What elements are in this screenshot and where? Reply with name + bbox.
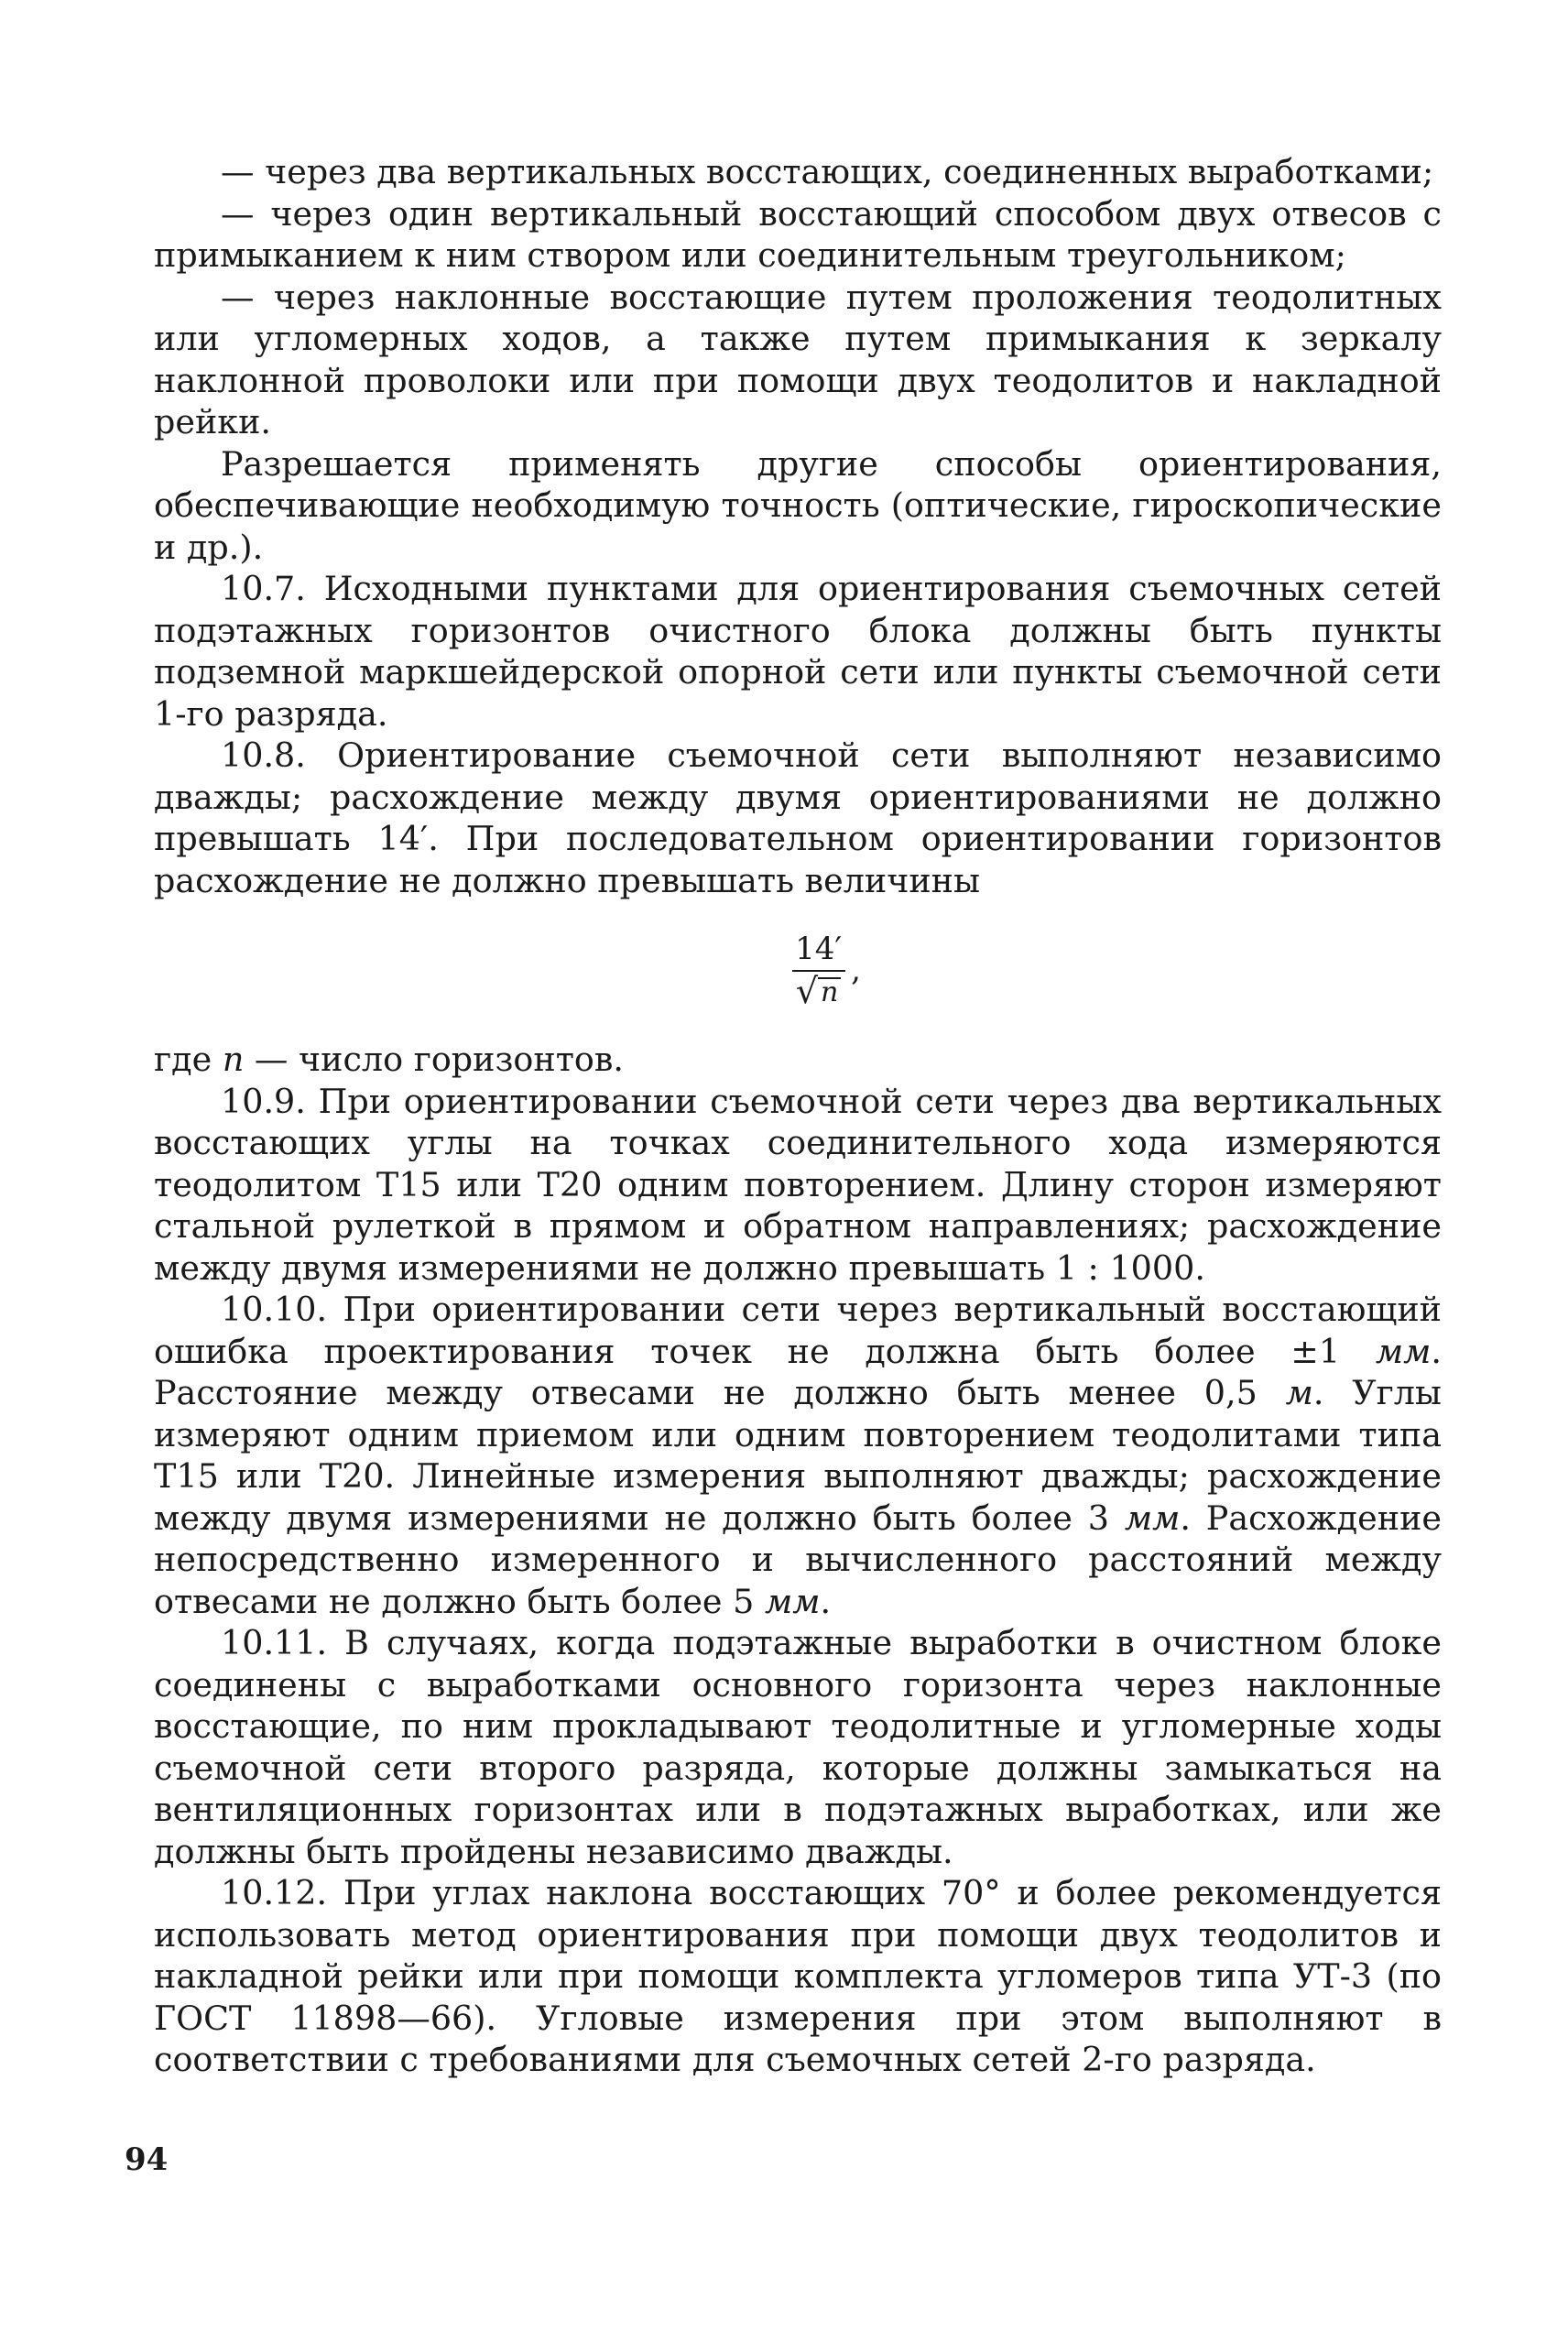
paragraph-10-8: 10.8. Ориентирование съемочной сети выполняют независимо дважды; расхождение между двумя ориентированиями не должно превышать 14′. При последовательном ориентировании горизонтов расхождение не должно превышать величины [154, 735, 1442, 900]
formula-variable-n: n [818, 977, 841, 1007]
paragraph-via-inclined-raises: — через наклонные восстающие путем проложения теодолитных или угломерных ходов, а также путем примыкания к зеркалу наклонной проволоки или при помощи двух теодолитов и накладной рейки. [154, 277, 1442, 441]
paragraph-via-one-raise: — через один вертикальный восстающий способом двух отвесов с примыканием к ним створом или соединительным треугольником; [154, 193, 1442, 275]
paragraph-10-11: 10.11. В случаях, когда подэтажные выработки в очистном блоке соединены с выработками основного горизонта через наклонные восстающие, по ним прокладывают теодолитные и угломерные ходы съемочной сети второго разряда, которые должны замыкаться на вентиляционных горизонтах или в подэтажных выработках, или же должны быть пройдены независимо дважды. [154, 1623, 1442, 1871]
p1010-text-5: . [820, 1581, 832, 1621]
sqrt-symbol: √ [795, 970, 819, 1011]
formula-numerator: 14′ [795, 930, 843, 967]
page-text [154, 151, 1442, 2081]
p1010-text-2: . Расстояние между отвесами не должно быть менее 0,5 [154, 1331, 1442, 1412]
paragraph-other-methods: Разрешается применять другие способы ориентирования, обеспечивающие необходимую точность (оптические, гироскопические и др.). [154, 443, 1442, 567]
formula-denominator [795, 970, 842, 1011]
p1010-text-1: 10.10. При ориентировании сети через вертикальный восстающий ошибка проектирования точек не должна быть более ±1 [154, 1290, 1442, 1371]
where-suffix: — число горизонтов. [244, 1040, 625, 1079]
paragraph-10-10 [154, 1289, 1442, 1622]
where-variable: n [222, 1040, 245, 1079]
unit-mm-3: мм [764, 1581, 821, 1621]
where-definition [154, 1039, 1442, 1081]
p1010-text-4: . Расхождение непосредственно измеренного и вычисленного расстояний между отвесами не должно быть более 5 [154, 1498, 1443, 1621]
paragraph-via-two-raises: — через два вертикальных восстающих, соединенных выработками; [221, 152, 1434, 191]
formula-comma: , [851, 952, 861, 988]
unit-mm-2: мм [1124, 1498, 1181, 1538]
unit-m: м [1285, 1373, 1313, 1412]
where-prefix: где [154, 1040, 223, 1079]
formula-fraction [789, 930, 847, 1011]
formula-tolerance [209, 901, 1442, 1039]
paragraph-10-7: 10.7. Исходными пунктами для ориентирования съемочных сетей подэтажных горизонтов очистного блока должны быть пункты подземной маркшейдерской опорной сети или пункты съемочной сети 1-го разряда. [154, 569, 1442, 734]
page-number: 94 [125, 2141, 169, 2178]
paragraph-10-12: 10.12. При углах наклона восстающих 70° и более рекомендуется использовать метод ориентирования при помощи двух теодолитов и накладной рейки или при помощи комплекта угломеров типа УТ-3 (по ГОСТ 11898—66). Угловые измерения при этом выполняют в соответствии с требованиями для съемочных сетей 2-го разряда. [154, 1873, 1442, 2079]
unit-mm-1: мм [1375, 1331, 1432, 1371]
p1010-text-3: . Углы измеряют одним приемом или одним повторением теодолитами типа Т15 или Т20. Линейные измерения выполняют дважды; расхождение между двумя измерениями не должно быть более 3 [154, 1373, 1442, 1538]
paragraph-10-9: 10.9. При ориентировании съемочной сети через два вертикальных восстающих углы на точках соединительного хода измеряются теодолитом Т15 или Т20 одним повторением. Длину сторон измеряют стальной рулеткой в прямом и обратном направлениях; расхождение между двумя измерениями не должно превышать 1 : 1000. [154, 1081, 1442, 1288]
